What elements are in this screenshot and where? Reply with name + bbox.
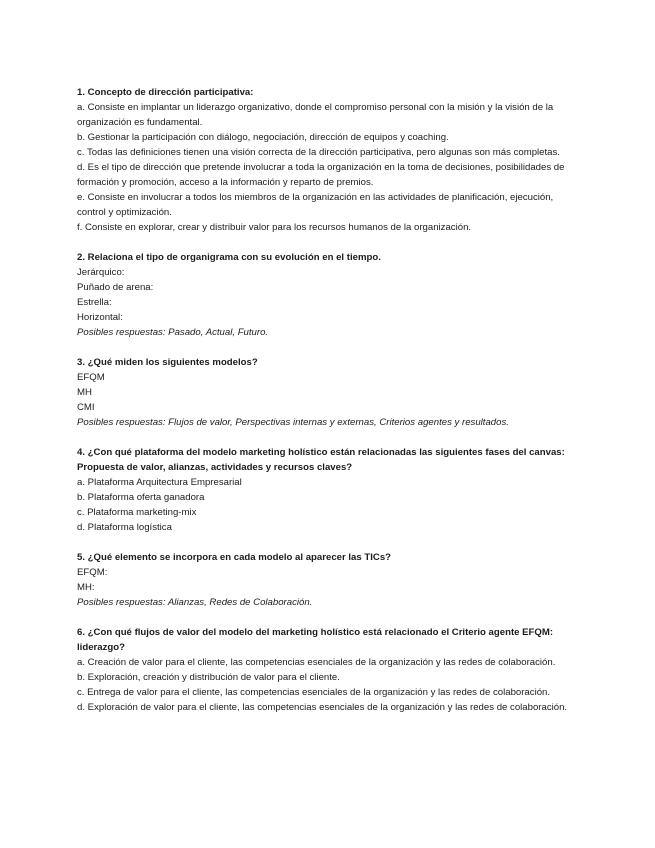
item-label: MH <box>77 387 92 398</box>
possible-answers-hint: Posibles respuestas: Flujos de valor, Perspectivas internas y externas, Criterios agentes y resultados. <box>77 417 509 428</box>
answer-option-d: d. Es el tipo de dirección que pretende involucrar a toda la organización en la toma de decisiones, posibilidades de formación y promoción, acceso a la información y reparto de premios. <box>77 162 565 188</box>
answer-option-c: c. Entrega de valor para el cliente, las competencias esenciales de la organización y las redes de colaboración. <box>77 687 551 698</box>
item-label: Estrella: <box>77 297 112 308</box>
question-title: 3. ¿Qué miden los siguientes modelos? <box>77 357 258 368</box>
item-label: EFQM: <box>77 567 108 578</box>
question-title: 6. ¿Con qué flujos de valor del modelo del marketing holístico está relacionado el Criterio agente EFQM: liderazgo? <box>77 627 554 653</box>
item-label: MH: <box>77 582 95 593</box>
question-title: 4. ¿Con qué plataforma del modelo marketing holístico están relacionadas las siguientes fases del canvas: Propuesta de valor, alianzas, actividades y recursos claves? <box>77 447 565 473</box>
question-2 <box>77 250 582 340</box>
item-label: Jerárquico: <box>77 267 125 278</box>
answer-option-d: d. Plataforma logística <box>77 522 172 533</box>
answer-option-c: c. Plataforma marketing-mix <box>77 507 197 518</box>
item-label: Puñado de arena: <box>77 282 154 293</box>
question-4 <box>77 445 582 535</box>
answer-option-b: b. Exploración, creación y distribución de valor para el cliente. <box>77 672 340 683</box>
item-label: EFQM <box>77 372 105 383</box>
question-title: 2. Relaciona el tipo de organigrama con su evolución en el tiempo. <box>77 252 381 263</box>
answer-option-b: b. Gestionar la participación con diálogo, negociación, dirección de equipos y coaching. <box>77 132 449 143</box>
question-list <box>77 85 582 730</box>
answer-option-a: a. Creación de valor para el cliente, las competencias esenciales de la organización y las redes de colaboración. <box>77 657 556 668</box>
item-label: CMI <box>77 402 95 413</box>
question-5 <box>77 550 582 610</box>
answer-option-f: f. Consiste en explorar, crear y distribuir valor para los recursos humanos de la organización. <box>77 222 472 233</box>
question-title: 1. Concepto de dirección participativa: <box>77 87 254 98</box>
question-6 <box>77 625 582 715</box>
answer-option-b: b. Plataforma oferta ganadora <box>77 492 205 503</box>
answer-option-a: a. Plataforma Arquitectura Empresarial <box>77 477 242 488</box>
possible-answers-hint: Posibles respuestas: Alianzas, Redes de Colaboración. <box>77 597 313 608</box>
question-3 <box>77 355 582 430</box>
answer-option-d: d. Exploración de valor para el cliente, las competencias esenciales de la organización y las redes de colaboración. <box>77 702 568 713</box>
answer-option-c: c. Todas las definiciones tienen una visión correcta de la dirección participativa, pero algunas son más completas. <box>77 147 560 158</box>
answer-option-e: e. Consiste en involucrar a todos los miembros de la organización en las actividades de planificación, ejecución, control y optimización. <box>77 192 554 218</box>
question-1 <box>77 85 582 235</box>
item-label: Horizontal: <box>77 312 123 323</box>
question-title: 5. ¿Qué elemento se incorpora en cada modelo al aparecer las TICs? <box>77 552 392 563</box>
possible-answers-hint: Posibles respuestas: Pasado, Actual, Futuro. <box>77 327 269 338</box>
answer-option-a: a. Consiste en implantar un liderazgo organizativo, donde el compromiso personal con la misión y la visión de la organización es fundamental. <box>77 102 554 128</box>
